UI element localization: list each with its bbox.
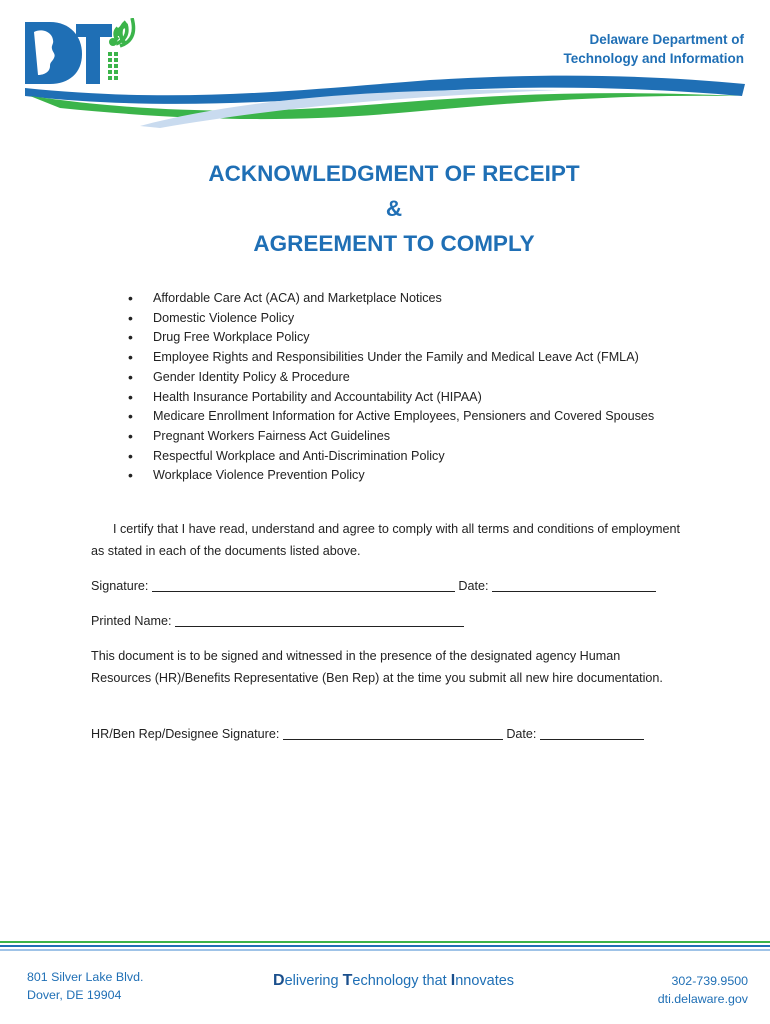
tagline-cap-d: D <box>273 972 285 989</box>
footer-contact <box>658 972 748 1008</box>
footer-website[interactable]: dti.delaware.gov <box>657 992 748 1006</box>
document-title <box>0 156 770 261</box>
tagline-cap-i: I <box>450 972 456 989</box>
hr-date-line[interactable] <box>540 726 644 740</box>
footer-rule-blue <box>0 945 770 947</box>
footer-rule-green <box>0 941 770 943</box>
hr-signature-row <box>91 726 644 741</box>
policy-item: • Domestic Violence Policy <box>112 309 654 329</box>
hr-signature-label: HR/Ben Rep/Designee Signature: <box>91 727 280 741</box>
agency-line-1: Delaware Department of <box>589 32 744 47</box>
policy-item: • Workplace Violence Prevention Policy <box>112 466 654 486</box>
hr-date-label: Date: <box>506 727 537 741</box>
title-line-2: & <box>385 196 403 221</box>
tagline-part-1: elivering <box>284 973 343 989</box>
policy-item: • Pregnant Workers Fairness Act Guidelines <box>112 427 654 447</box>
signature-line[interactable] <box>152 578 455 592</box>
tagline-cap-t: T <box>342 972 353 989</box>
footer-rule-light <box>0 949 770 951</box>
agency-name <box>564 30 745 68</box>
signature-label: Signature: <box>91 579 149 593</box>
policy-item: • Respectful Workplace and Anti-Discrimination Policy <box>112 447 654 467</box>
date-label: Date: <box>458 579 489 593</box>
footer-phone: 302-739.9500 <box>671 974 748 988</box>
title-line-1: ACKNOWLEDGMENT OF RECEIPT <box>208 161 580 186</box>
policy-item: • Medicare Enrollment Information for Active Employees, Pensioners and Covered Spouses <box>112 407 654 427</box>
hr-signature-line[interactable] <box>283 726 503 740</box>
header-swoosh <box>0 60 770 140</box>
tagline-part-2: echnology that <box>352 973 451 989</box>
printed-name-row <box>91 613 464 628</box>
address-line-2: Dover, DE 19904 <box>27 988 122 1002</box>
certification-paragraph <box>91 518 691 562</box>
footer-tagline <box>273 972 514 990</box>
signature-row <box>91 578 656 593</box>
policy-item: • Employee Rights and Responsibilities Under the Family and Medical Leave Act (FMLA) <box>112 348 654 368</box>
policy-item: • Gender Identity Policy & Procedure <box>112 368 654 388</box>
printed-name-line[interactable] <box>175 613 464 627</box>
policy-list <box>112 289 654 486</box>
policy-item: • Drug Free Workplace Policy <box>112 328 654 348</box>
tagline-part-3: nnovates <box>455 973 515 989</box>
printed-name-label: Printed Name: <box>91 614 172 628</box>
title-line-3: AGREEMENT TO COMPLY <box>253 231 535 256</box>
footer-address <box>27 968 143 1004</box>
agency-line-2: Technology and Information <box>563 51 744 66</box>
certification-text: I certify that I have read, understand and agree to comply with all terms and conditions of employment as stated in each of the documents listed above. <box>91 522 681 558</box>
policy-item: • Health Insurance Portability and Accountability Act (HIPAA) <box>112 388 654 408</box>
policy-item: • Affordable Care Act (ACA) and Marketplace Notices <box>112 289 654 309</box>
date-line[interactable] <box>492 578 656 592</box>
witness-note: This document is to be signed and witnessed in the presence of the designated agency Human Resources (HR)/Benefits Representative (Ben Rep) at the time you submit all new hire documentation. <box>91 649 663 685</box>
address-line-1: 801 Silver Lake Blvd. <box>27 970 144 984</box>
